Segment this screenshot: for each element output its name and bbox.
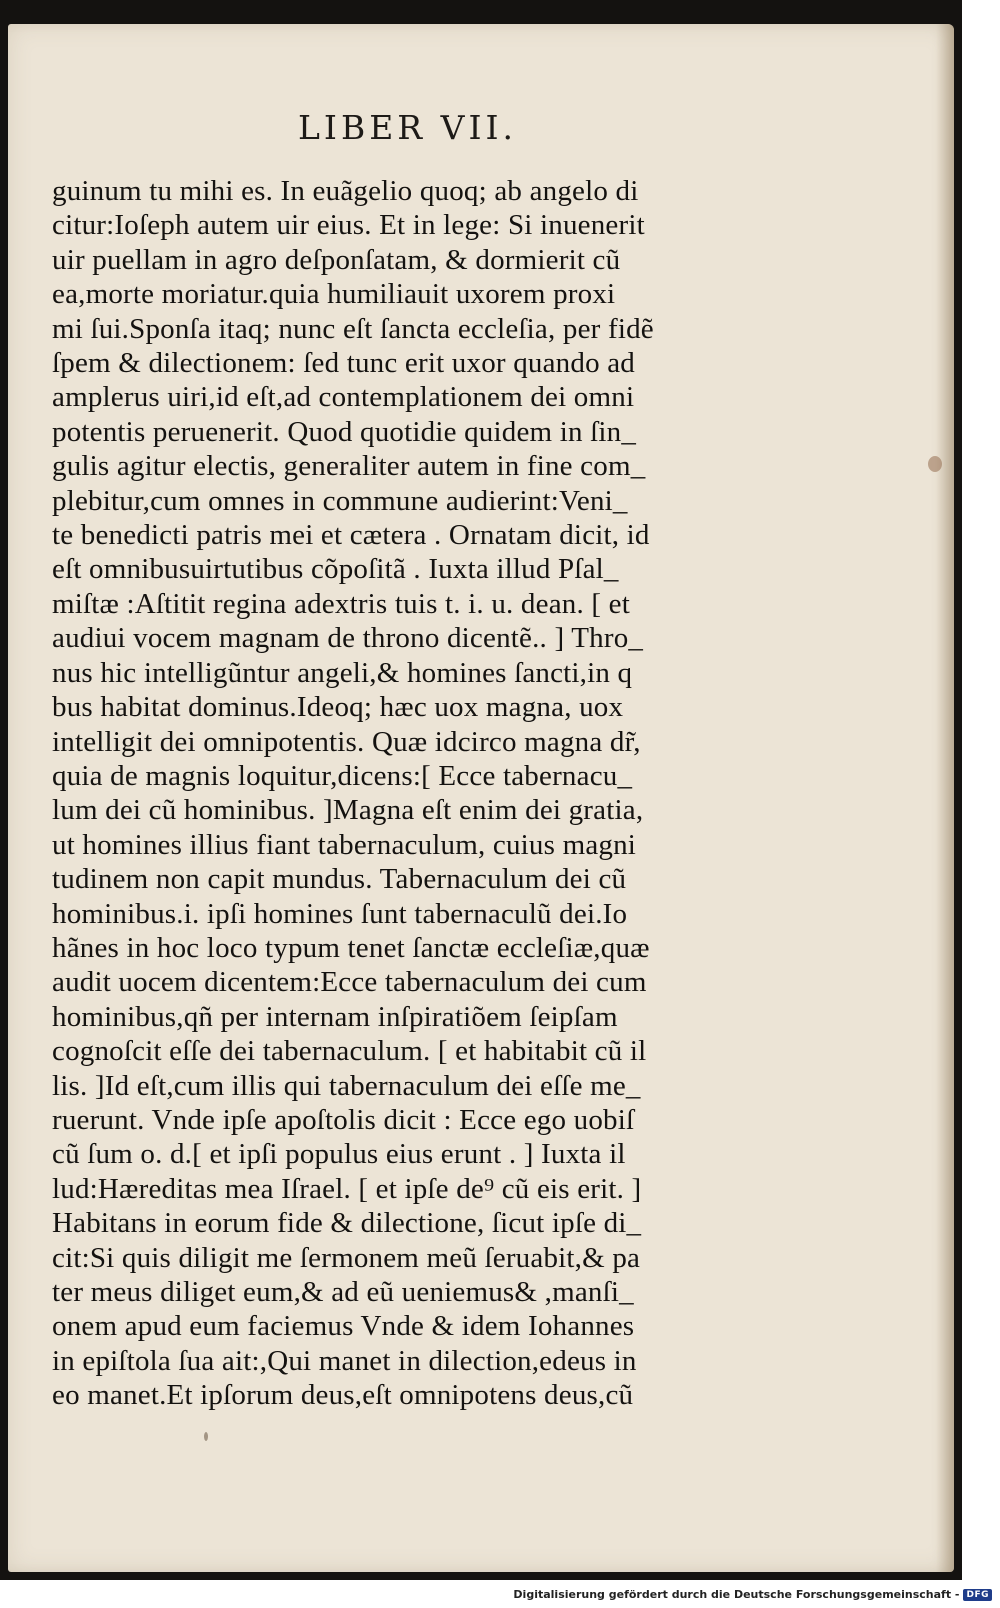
page-speck bbox=[204, 1432, 208, 1441]
text-line: quia de magnis loquitur,dicens:[ Ecce tabernacu_ bbox=[52, 759, 633, 792]
text-block bbox=[52, 174, 772, 1413]
text-line: miſtæ :Aſtitit regina adextris tuis t. i. u. dean. [ et bbox=[52, 587, 631, 620]
text-line: lis. ]Id eſt,cum illis qui tabernaculum dei eſſe me_ bbox=[52, 1069, 641, 1102]
text-line: citur:Ioſeph autem uir eius. Et in lege: Si inuenerit bbox=[52, 209, 645, 242]
text-line: ruerunt. Vnde ipſe apoſtolis dicit : Ecce ego uobiſ bbox=[52, 1103, 635, 1136]
credit-text: Digitalisierung gefördert durch die Deutsche Forschungsgemeinschaft - bbox=[513, 1588, 960, 1601]
text-line: eſt omnibusuirtutibus cõpoſitã . Iuxta illud Pſal_ bbox=[52, 553, 619, 586]
text-line: hãnes in hoc loco typum tenet ſanctæ eccleſiæ,quæ bbox=[52, 931, 650, 964]
page-edge-shadow bbox=[936, 24, 954, 1572]
text-line: uir puellam in agro deſponſatam, & dormierit cũ bbox=[52, 243, 621, 276]
text-line: eo manet.Et ipſorum deus,eſt omnipotens deus,cũ bbox=[52, 1379, 634, 1412]
text-line: bus habitat dominus.Ideoq; hæc uox magna, uox bbox=[52, 691, 624, 724]
dfg-logo: DFG bbox=[963, 1589, 992, 1601]
text-line: tudinem non capit mundus. Tabernaculum dei cũ bbox=[52, 863, 627, 896]
text-line: hominibus.i. ipſi homines ſunt tabernaculũ dei.Io bbox=[52, 897, 628, 930]
text-line: ſpem & dilectionem: ſed tunc erit uxor quando ad bbox=[52, 347, 636, 380]
text-line: audiui vocem magnam de throno dicentẽ.. ] Thro_ bbox=[52, 622, 644, 655]
text-line: gulis agitur electis, generaliter autem in fine com_ bbox=[52, 450, 646, 483]
text-line: Habitans in eorum fide & dilectione, ſicut ipſe di_ bbox=[52, 1207, 642, 1240]
page-stain bbox=[928, 456, 942, 472]
digitization-credit bbox=[513, 1588, 992, 1601]
text-line: in epiſtola ſua ait:,Qui manet in dilection,edeus in bbox=[52, 1344, 637, 1377]
text-line: audit uocem dicentem:Ecce tabernaculum dei cum bbox=[52, 966, 647, 999]
text-line: intelligit dei omnipotentis. Quæ idcirco magna dr̃, bbox=[52, 725, 641, 758]
text-line: lum dei cũ hominibus. ]Magna eſt enim dei gratia, bbox=[52, 794, 644, 827]
text-line: te benedicti patris mei et cætera . Ornatam dicit, id bbox=[52, 519, 650, 552]
text-line: onem apud eum faciemus Vnde & idem Iohannes bbox=[52, 1310, 635, 1343]
text-line: amplerus uiri,id eſt,ad contemplationem dei omni bbox=[52, 381, 635, 414]
text-line: nus hic intelligũntur angeli,& homines ſancti,in q bbox=[52, 656, 633, 689]
text-line: ea,morte moriatur.quia humiliauit uxorem proxi bbox=[52, 278, 616, 311]
text-line: ut homines illius fiant tabernaculum, cuius magni bbox=[52, 828, 637, 861]
text-line: hominibus,qñ per internam inſpiratiõem ſeipſam bbox=[52, 1000, 618, 1033]
text-line: cũ ſum o. d.[ et ipſi populus eius erunt . ] Iuxta il bbox=[52, 1138, 626, 1171]
text-line: mi ſui.Sponſa itaq; nunc eſt ſancta eccleſia, per fidẽ bbox=[52, 312, 654, 345]
text-line: guinum tu mihi es. In euãgelio quoq; ab angelo di bbox=[52, 175, 639, 207]
text-line: cit:Si quis diligit me ſermonem meũ ſeruabit,& pa bbox=[52, 1241, 641, 1274]
text-line: potentis peruenerit. Quod quotidie quidem in ſin_ bbox=[52, 415, 637, 448]
running-head: LIBER VII. bbox=[298, 108, 518, 147]
text-line: cognoſcit eſſe dei tabernaculum. [ et habitabit cũ il bbox=[52, 1035, 647, 1068]
text-line: ter meus diliget eum,& ad eũ ueniemus& ,manſi_ bbox=[52, 1276, 634, 1308]
text-line: lud:Hæreditas mea Iſrael. [ et ipſe de⁹ cũ eis erit. ] bbox=[52, 1172, 642, 1205]
book-page bbox=[8, 24, 954, 1572]
text-line: plebitur,cum omnes in commune audierint:Veni_ bbox=[52, 484, 628, 517]
